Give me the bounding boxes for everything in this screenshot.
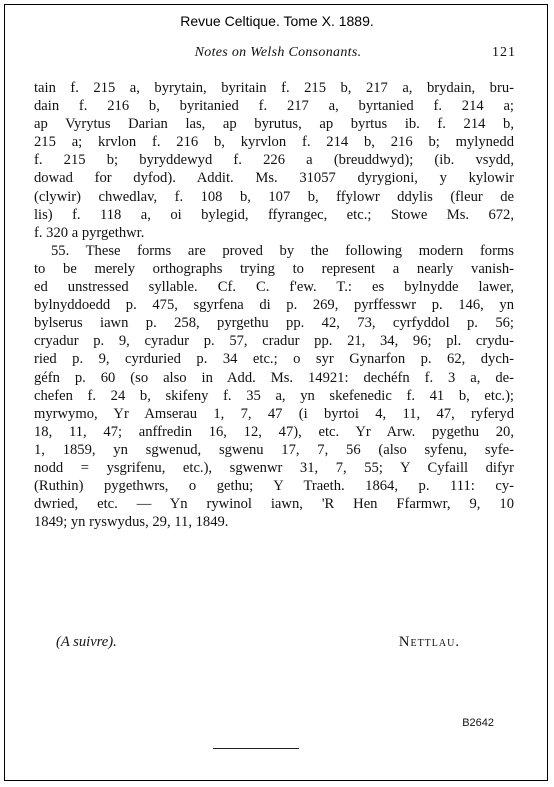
text-line: dowad for dyfod). Addit. Ms. 31057 dyrygioni, y kylowir (34, 170, 514, 187)
text-line: bylnyddoedd p. 475, sgyrfena di p. 269, pyrffesswr p. 146, yn (34, 297, 514, 314)
to-be-continued: (A suivre). (56, 634, 117, 650)
text-line: ed unstressed syllable. Cf. C. f'ew. T.: es bylnydde lawer, (34, 279, 514, 296)
text-line: dwried, etc. — Yn rywinol iawn, 'R Hen Ffarmwr, 9, 10 (34, 496, 514, 513)
text-line: ried p. 9, cyrduried p. 34 etc.; o syr Gynarfon p. 62, dych- (34, 351, 514, 368)
text-line: to be merely orthographs trying to represent a nearly vanish- (34, 260, 514, 277)
text-line: f. 320 a pyrgethwr. (34, 224, 145, 241)
text-line: 18, 11, 47; anffredin 16, 12, 47), etc. Yr Arw. pygethu 20, (34, 423, 514, 440)
text-line: myrwymo, Yr Amserau 1, 7, 47 (i byrtoi 4, 11, 47, ryferyd (34, 405, 514, 422)
text-line: cryadur p. 9, cyradur p. 57, cradur pp. 21, 34, 96; pl. crydu- (34, 333, 514, 350)
text-line: 1, 1859, yn sgwenud, sgwenu 17, 7, 56 (also syfenu, syfe- (34, 441, 514, 458)
running-head (40, 45, 516, 61)
text-line: 215 a; krvlon f. 216 b, kyrvlon f. 214 b, 216 b; mylynedd (34, 134, 514, 151)
text-line: bylserus iawn p. 258, pyrgethu pp. 42, 73, cyrfyddol p. 56; (34, 315, 514, 332)
text-line: 1849; yn ryswydus, 29, 11, 1849. (34, 514, 229, 531)
text-line: (Ruthin) pygethwrs, o gethu; Y Traeth. 1864, p. 111: cy- (34, 478, 514, 495)
text-line: dain f. 216 b, byritanied f. 217 a, byrtanied f. 214 a; (34, 98, 514, 115)
text-line: nodd = ysgrifenu, etc.), sgwenwr 31, 7, 55; Y Cyfaill difyr (34, 459, 514, 476)
text-line: chefen f. 24 b, skifeny f. 35 a, yn skefenedic f. 41 b, etc.); (34, 387, 514, 404)
text-line: f. 215 b; byryddewyd f. 226 a (breuddwyd); (ib. vsydd, (34, 152, 514, 169)
text-line: ap Vyrytus Darian las, ap byrutus, ap byrtus ib. f. 214 b, (34, 116, 514, 133)
text-line: 55. These forms are proved by the following modern forms (51, 242, 514, 259)
body-text (34, 79, 514, 531)
journal-header: Revue Celtique. Tome X. 1889. (180, 13, 374, 29)
text-line: lis) f. 118 a, oi bylegid, ffyrangec, etc.; Stowe Ms. 672, (34, 206, 514, 223)
text-line: tain f. 215 a, byrytain, byritain f. 215 b, 217 a, brydain, bru- (34, 80, 514, 96)
text-line: géfn p. 60 (so also in Add. Ms. 14921: dechéfn f. 3 a, de- (34, 369, 514, 386)
page-number: 121 (492, 45, 516, 60)
footer-rule (213, 748, 299, 749)
text-line: (clywir) chwedlav, f. 108 b, 107 b, ffylowr ddylis (fleur de (34, 188, 514, 205)
reference-code: B2642 (462, 717, 494, 729)
running-head-title: Notes on Welsh Consonants. (194, 45, 362, 60)
author-signature: Nettlau. (398, 634, 460, 650)
